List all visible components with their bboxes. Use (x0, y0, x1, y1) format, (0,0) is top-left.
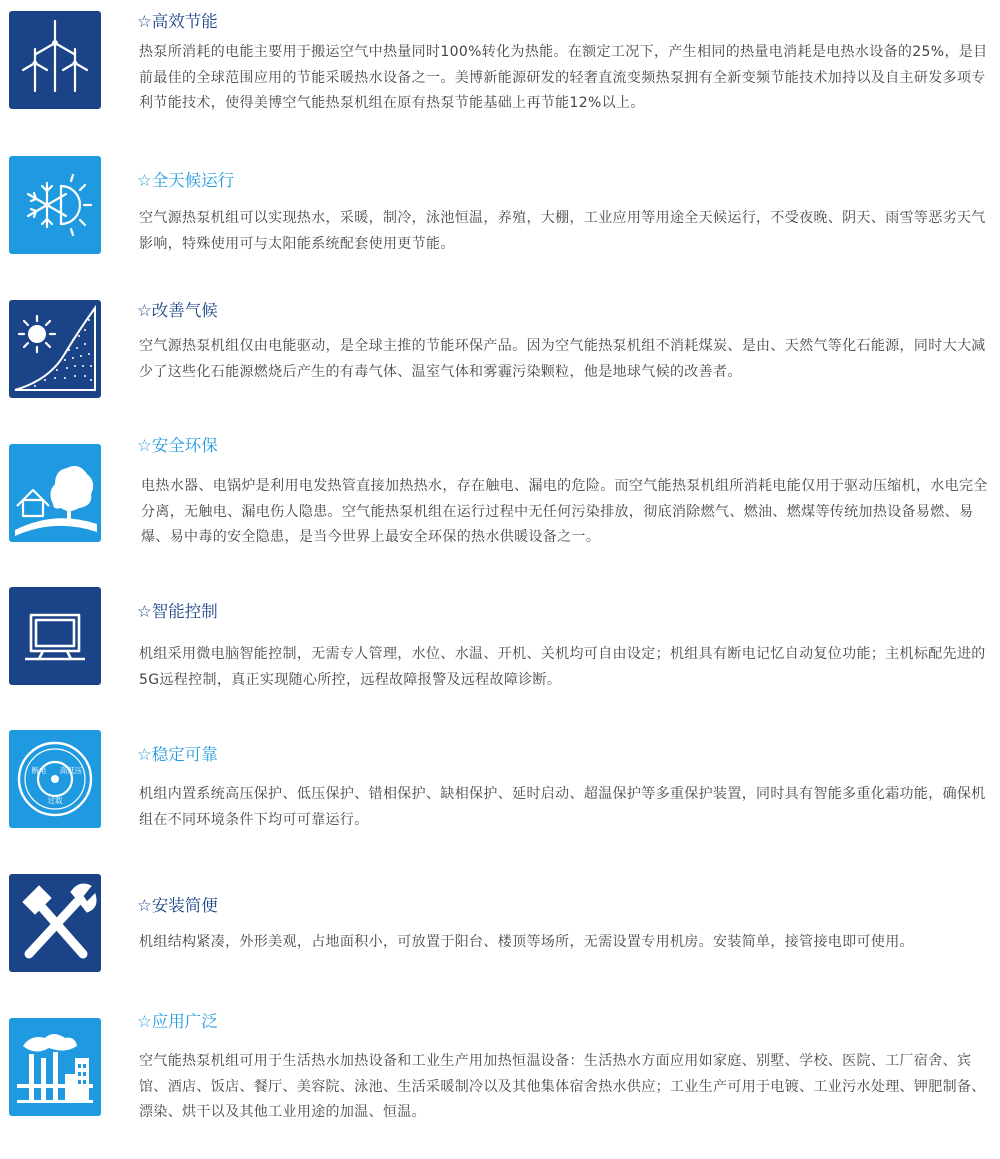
feature-title: ☆智能控制 (137, 602, 218, 621)
feature-description: 热泵所消耗的电能主要用于搬运空气中热量同时100%转化为热能。在额定工况下，产生相同的热量电消耗是电热水设备的25%，是目前最佳的全球范围应用的节能采暖热水设备之一。美博新能源研发的轻奢直流变频热泵拥有全新变频节能技术加持以及自主研发多项专利节能技术，使得美博空气能热泵机组在原有热泵节能基础上再节能12%以上。 (139, 44, 988, 111)
feature-description: 空气源热泵机组可以实现热水，采暖，制冷，泳池恒温，养殖，大棚，工业应用等用途全天候运行，不受夜晚、阴天、雨雪等恶劣天气影响，特殊使用可与太阳能系统配套使用更节能。 (139, 210, 986, 252)
dial-label: 高低压 (59, 766, 83, 775)
feature-description: 机组内置系统高压保护、低压保护、错相保护、缺相保护、延时启动、超温保护等多重保护装置，同时具有智能多重化霜功能，确保机组在不同环境条件下均可可靠运行。 (139, 786, 986, 828)
feature-title: ☆稳定可靠 (137, 745, 218, 764)
feature-title: ☆高效节能 (137, 12, 218, 31)
sun-climate-icon (9, 300, 101, 398)
factory-buildings-icon (9, 1018, 101, 1116)
dial-label: 断电 (31, 766, 47, 775)
feature-description: 空气能热泵机组可用于生活热水加热设备和工业生产用加热恒温设备：生活热水方面应用如家庭、别墅、学校、医院、工厂宿舍、宾馆、酒店、饭店、餐厅、美容院、泳池、生活采暖制冷以及其他集体宿舍热水供应；工业生产可用于电镀、工业污水处理、钾肥制备、漂染、烘干以及其他工业用途的加温、恒温。 (139, 1053, 986, 1120)
feature-description: 机组结构紧凑，外形美观，占地面积小，可放置于阳台、楼顶等场所，无需设置专用机房。安装简单，接管接电即可使用。 (139, 934, 914, 950)
feature-title: ☆安全环保 (137, 436, 218, 455)
hammer-wrench-icon (9, 874, 101, 972)
monitor-icon (9, 587, 101, 685)
feature-title: ☆安装简便 (137, 896, 218, 915)
wind-turbine-icon (9, 11, 101, 109)
feature-description: 空气源热泵机组仅由电能驱动，是全球主推的节能环保产品。因为空气能热泵机组不消耗煤炭、是由、天然气等化石能源，同时大大减少了这些化石能源燃烧后产生的有毒气体、温室气体和雾霾污染颗粒，他是地球气候的改善者。 (139, 338, 986, 380)
feature-description: 机组采用微电脑智能控制，无需专人管理，水位、水温、开机、关机均可自由设定；机组具有断电记忆自动复位功能；主机标配先进的5G远程控制，真正实现随心所控，远程故障报警及远程故障诊断。 (139, 646, 986, 688)
feature-title: ☆应用广泛 (137, 1012, 218, 1031)
feature-title: ☆全天候运行 (137, 171, 235, 190)
house-trees-icon (9, 444, 101, 542)
feature-title: ☆改善气候 (137, 301, 218, 320)
dial-label: 过载 (47, 796, 63, 805)
snowflake-sun-icon (9, 156, 101, 254)
feature-description: 电热水器、电锅炉是利用电发热管直接加热热水，存在触电、漏电的危险。而空气能热泵机组所消耗电能仅用于驱动压缩机，水电完全分离，无触电、漏电伤人隐患。空气能热泵机组在运行过程中无任何污染排放，彻底消除燃气、燃油、燃煤等传统加热设备易燃、易爆、易中毒的安全隐患，是当今世界上最安全环保的热水供暖设备之一。 (141, 478, 988, 545)
protection-dial-icon (9, 730, 101, 828)
